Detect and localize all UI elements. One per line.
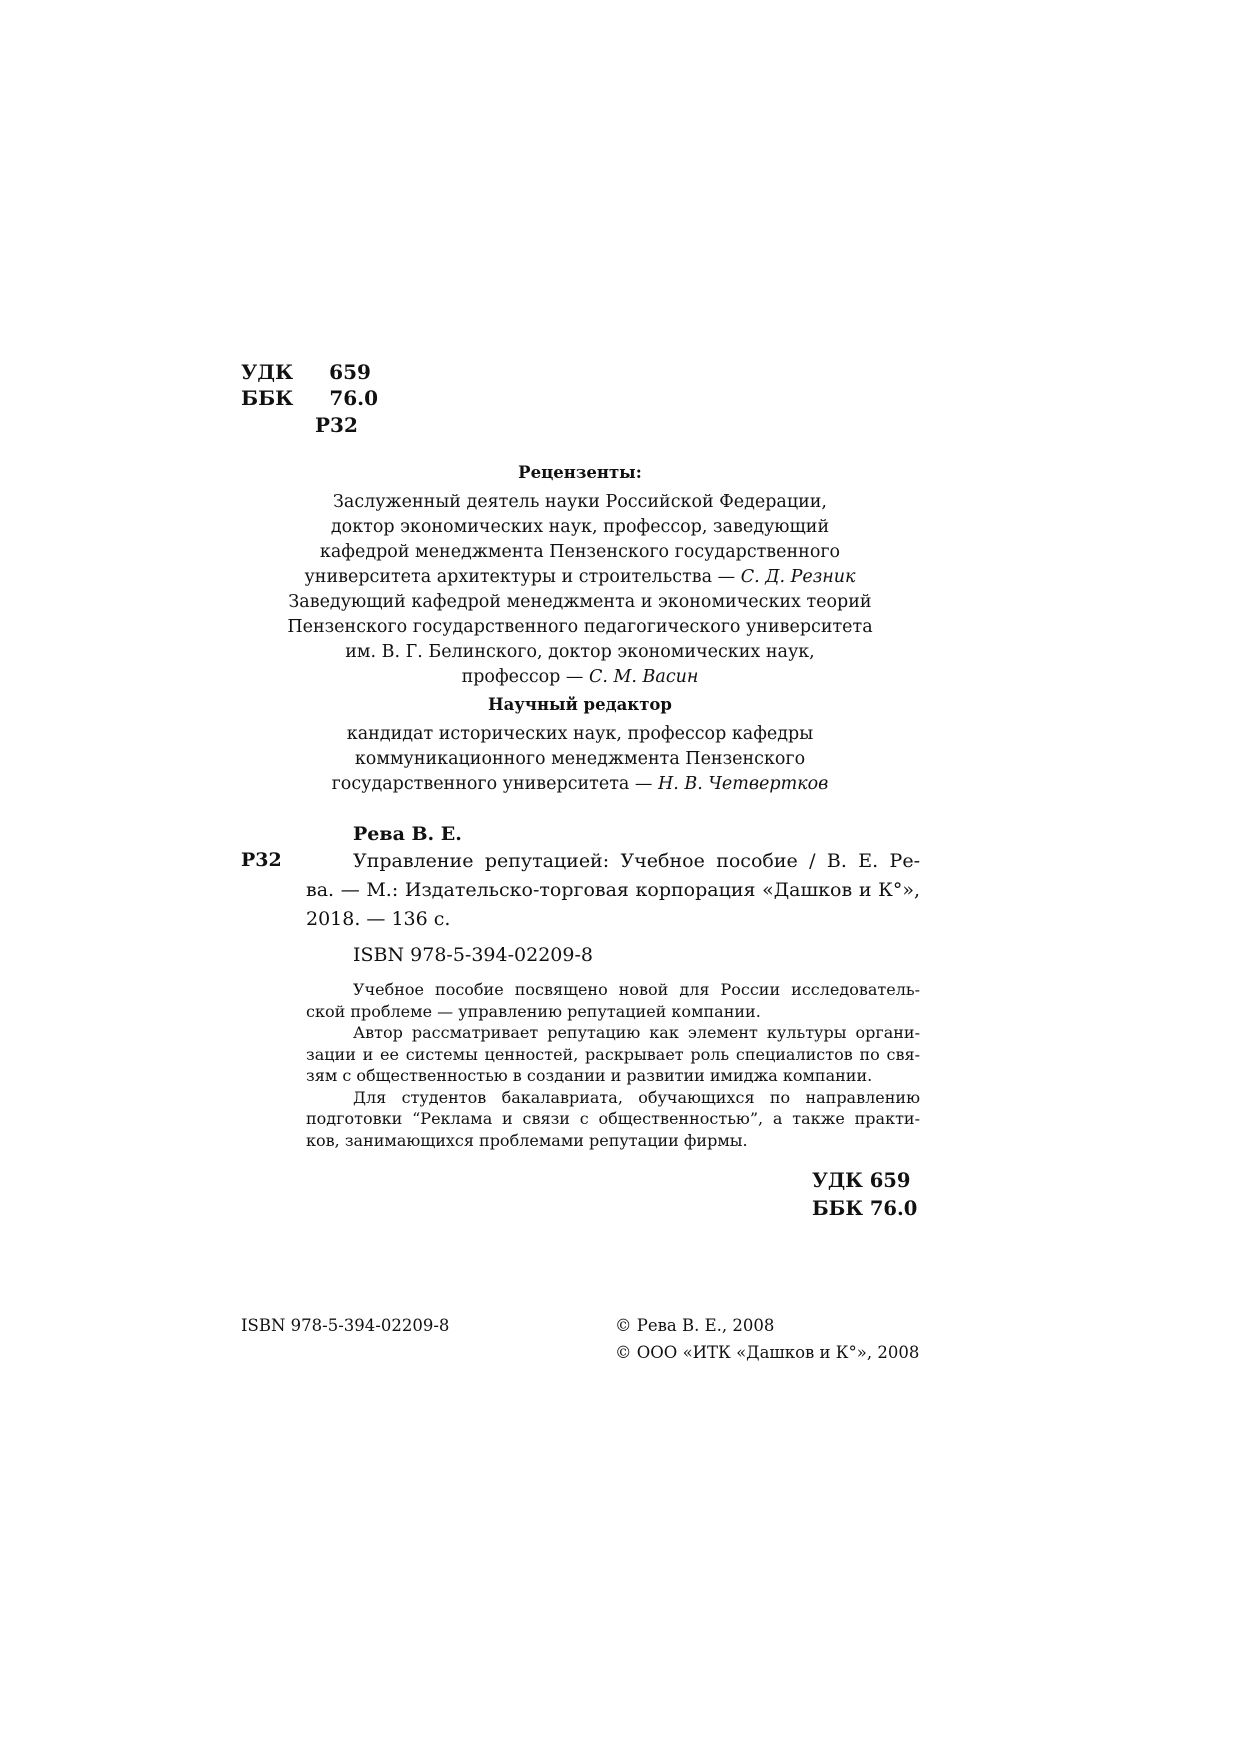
reviewers-block — [0, 490, 1160, 690]
udk-top — [241, 359, 371, 385]
editor-line: кандидат исторических наук, профессор кафедры — [346, 724, 814, 744]
annotation-line: Автор рассматривает репутацию как элемент культуры органи- — [353, 1023, 920, 1042]
author-mark-top: Р32 — [315, 413, 358, 437]
editor-heading: Научный редактор — [488, 695, 672, 714]
editor-line: коммуникационного менеджмента Пензенского — [354, 749, 806, 769]
bbk-bottom: ББК 76.0 — [812, 1197, 918, 1220]
reviewer-name-1: С. Д. Резник — [740, 567, 856, 587]
copyright-publisher: © ООО «ИТК «Дашков и К°», 2008 — [615, 1343, 920, 1362]
footer-isbn: ISBN 978-5-394-02209-8 — [241, 1316, 450, 1335]
udk-value: 659 — [329, 360, 371, 384]
reviewer-line: Заслуженный деятель науки Российской Федерации, — [333, 492, 827, 512]
reviewer-line-text: профессор — — [461, 667, 589, 687]
annotation-line: зации и ее системы ценностей, раскрывает роль специалистов по свя- — [306, 1044, 920, 1064]
annotation-line: зям с общественностью в создании и развитии имиджа компании. — [306, 1066, 873, 1085]
catalog-isbn: ISBN 978-5-394-02209-8 — [353, 944, 593, 966]
catalog-line: ва. — М.: Издательско-торговая корпорация «Дашков и К°», — [306, 879, 920, 901]
catalog-description — [306, 847, 920, 934]
catalog-line: Управление репутацией: Учебное пособие / В. Е. Ре- — [353, 850, 920, 872]
annotation-line: ской проблеме — управлению репутацией компании. — [306, 1001, 761, 1021]
annotation-line: Для студентов бакалавриата, обучающихся по направлению — [353, 1087, 920, 1107]
catalog-mark: Р32 — [241, 849, 282, 871]
reviewer-line: кафедрой менеджмента Пензенского государственного — [319, 542, 841, 562]
editor-name: Н. В. Четвертков — [657, 774, 829, 794]
annotation-line: Учебное пособие посвящено новой для России исследователь- — [353, 980, 920, 999]
reviewer-line: Заведующий кафедрой менеджмента и экономических теорий — [288, 592, 872, 612]
reviewer-line-text: университета архитектуры и строительства — — [304, 567, 741, 587]
bbk-label: ББК — [241, 386, 294, 410]
editor-line — [0, 772, 1160, 797]
reviewer-line — [0, 665, 1160, 690]
copyright-author: © Рева В. Е., 2008 — [615, 1316, 775, 1335]
reviewer-line: доктор экономических наук, профессор, заведующий — [330, 517, 830, 537]
reviewers-heading: Рецензенты: — [518, 463, 642, 482]
reviewer-name-2: С. М. Васин — [588, 667, 699, 687]
catalog-line: 2018. — 136 с. — [306, 908, 451, 930]
bbk-top — [241, 385, 378, 411]
annotation — [306, 979, 920, 1151]
reviewer-line: им. В. Г. Белинского, доктор экономических наук, — [345, 642, 815, 662]
bbk-value: 76.0 — [329, 386, 379, 410]
catalog-author: Рева В. Е. — [353, 823, 462, 845]
udk-bottom: УДК 659 — [812, 1169, 911, 1192]
reviewer-line — [0, 565, 1160, 590]
annotation-line: подготовки “Реклама и связи с общественностью”, а также практи- — [306, 1109, 920, 1128]
annotation-line: ков, занимающихся проблемами репутации фирмы. — [306, 1130, 748, 1150]
editor-line-text: государственного университета — — [331, 774, 658, 794]
udk-label: УДК — [241, 360, 294, 384]
editor-block — [0, 722, 1160, 797]
reviewer-line: Пензенского государственного педагогического университета — [287, 617, 873, 637]
